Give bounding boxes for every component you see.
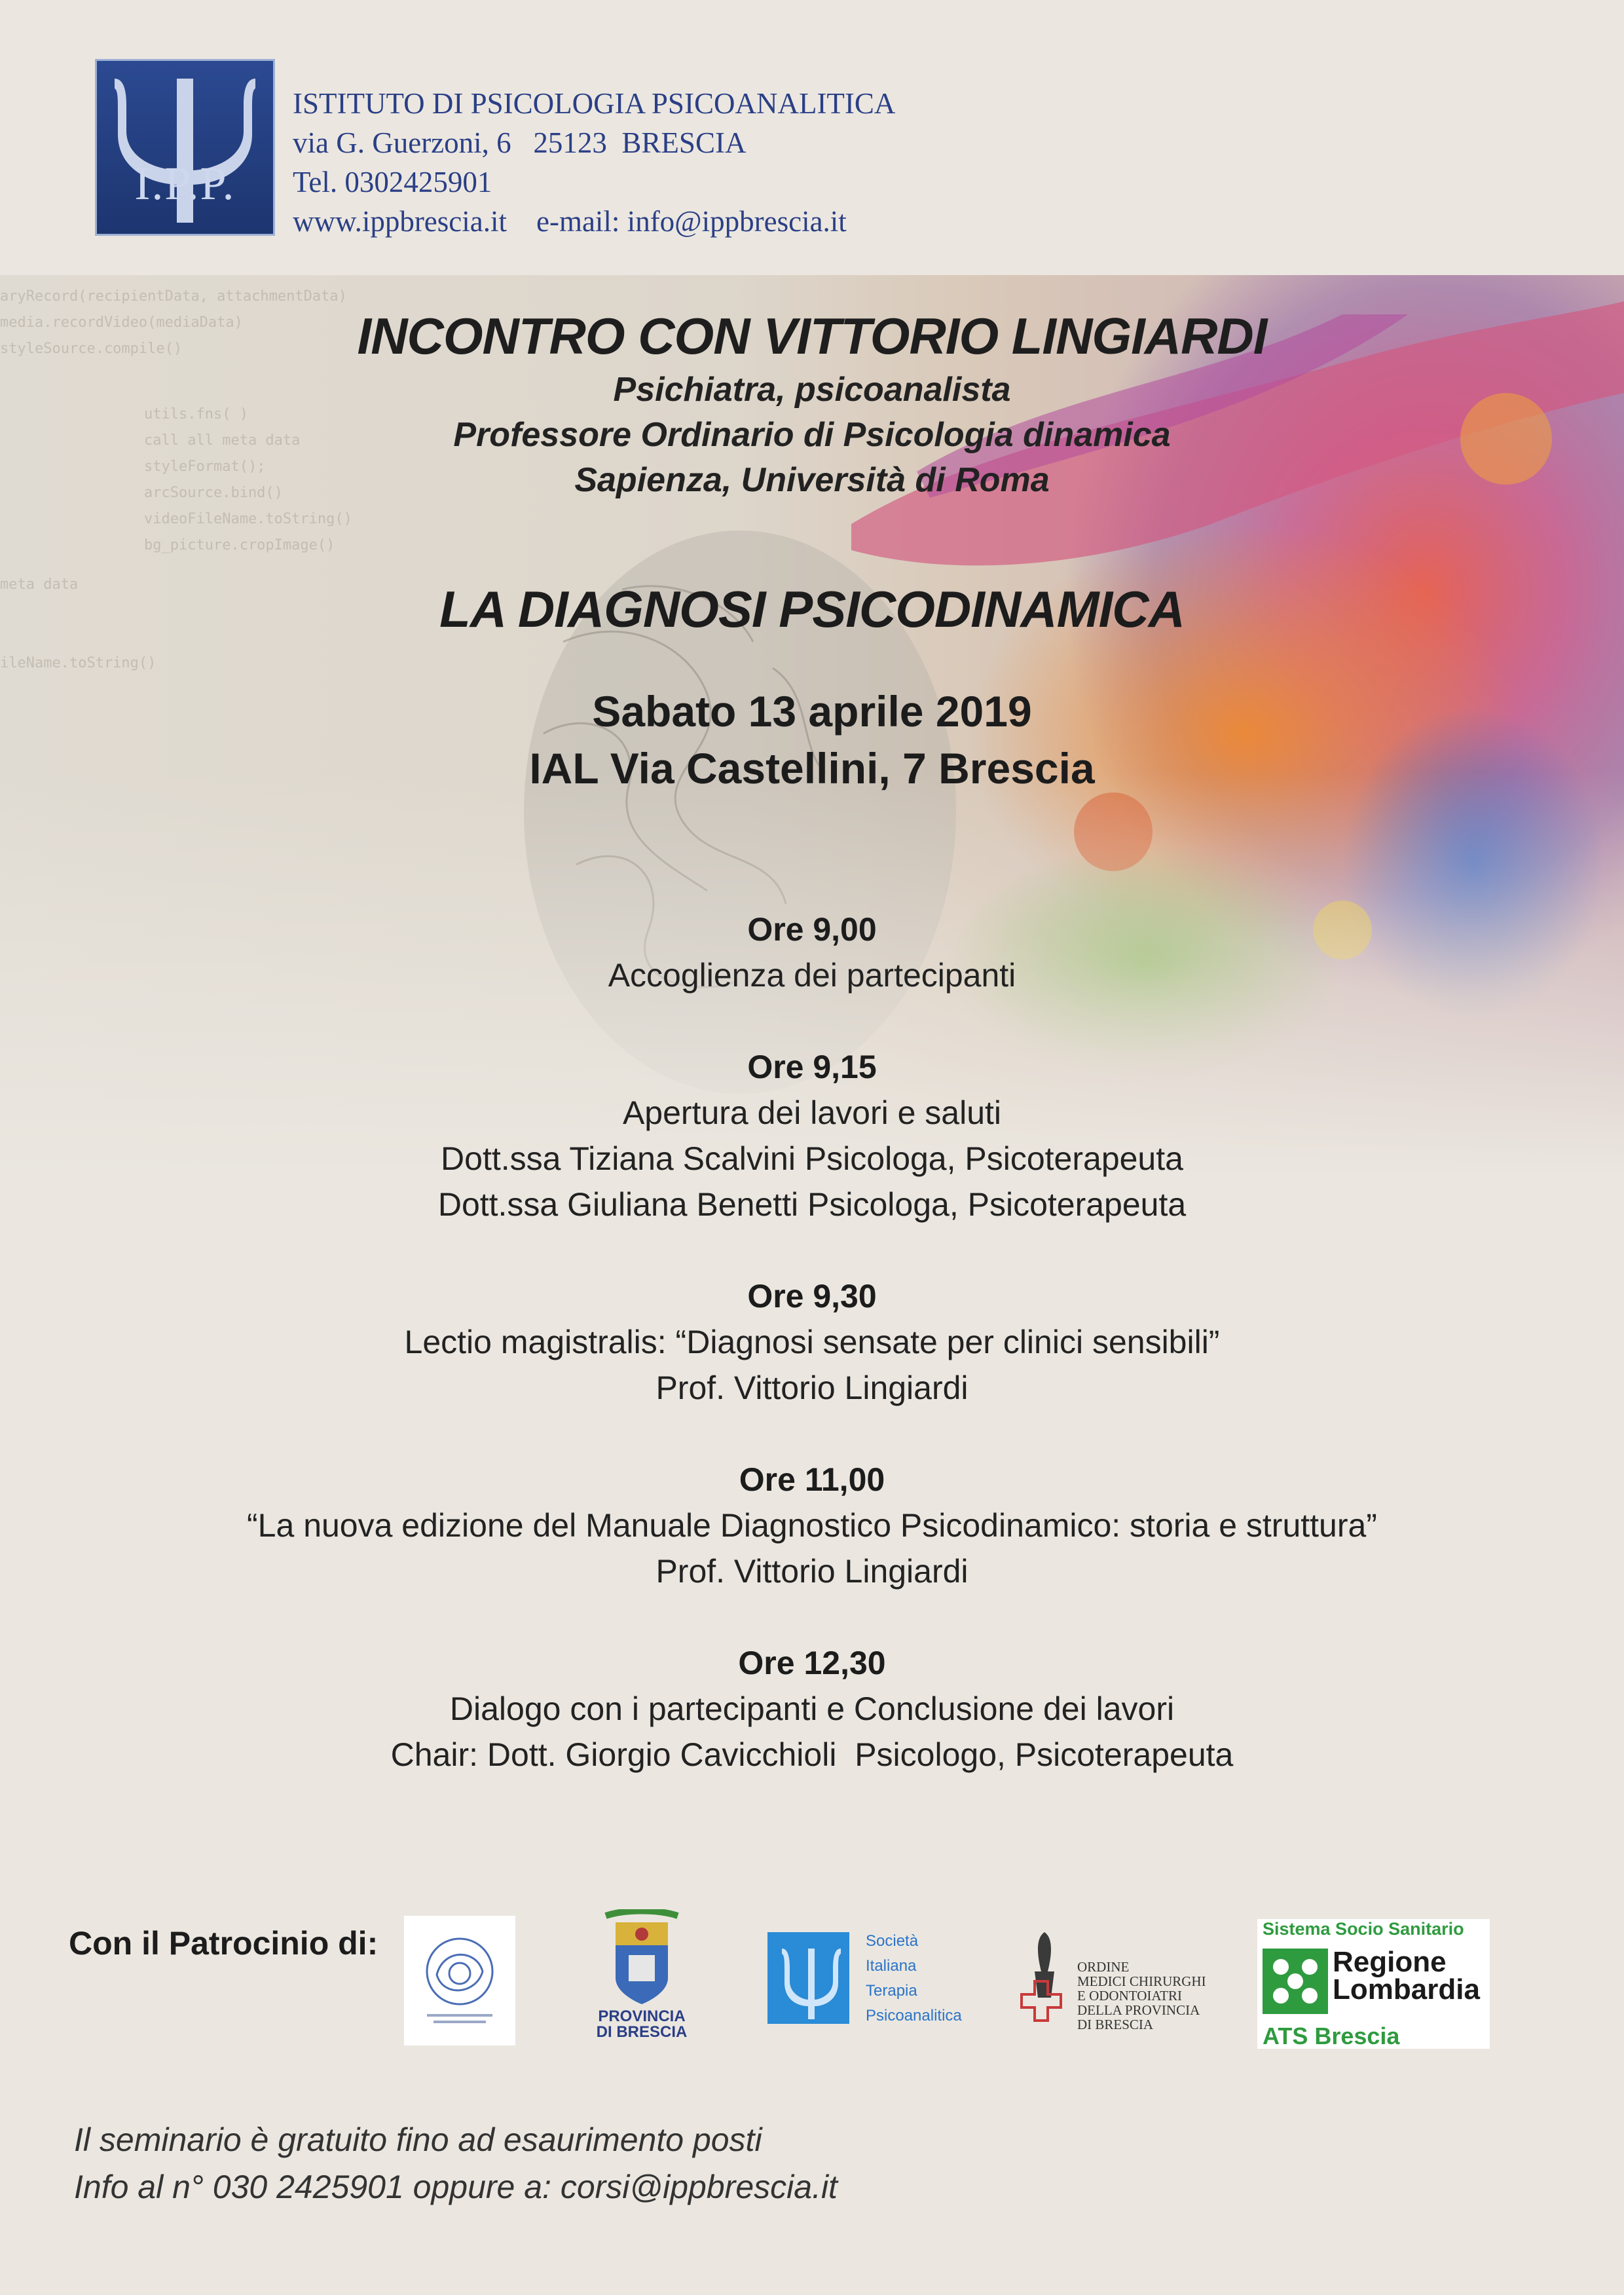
- ordine-medici-text: ORDINE MEDICI CHIRURGHI E ODONTOIATRI DELLA PROVINCIA DI BRESCIA: [1077, 1959, 1206, 2032]
- schedule-line: “La nuova edizione del Manuale Diagnostico Psicodinamico: storia e struttura”: [247, 1507, 1377, 1544]
- footer-info: Info al n° 030 2425901 oppure a: corsi@ippbrescia.it: [74, 2169, 838, 2205]
- schedule-line: Accoglienza dei partecipanti: [608, 957, 1016, 994]
- ats-line-3: ATS Brescia: [1263, 2023, 1400, 2049]
- event-title: INCONTRO CON VITTORIO LINGIARDI: [357, 307, 1267, 365]
- institute-contact: [293, 84, 895, 241]
- schedule-line: Lectio magistralis: “Diagnosi sensate per clinici sensibili”: [404, 1324, 1220, 1360]
- provincia-label: PROVINCIA DI BRESCIA: [596, 2007, 688, 2041]
- schedule-line: Dialogo con i partecipanti e Conclusione dei lavori: [449, 1690, 1175, 1727]
- schedule-time: Ore 9,00: [747, 911, 877, 948]
- institute-name: ISTITUTO DI PSICOLOGIA PSICOANALITICA: [293, 87, 896, 120]
- event-place: IAL Via Castellini, 7 Brescia: [529, 744, 1095, 793]
- logo-letters: I.P.P.: [134, 157, 236, 210]
- event-date: Sabato 13 aprile 2019: [592, 687, 1032, 736]
- schedule-line: Prof. Vittorio Lingiardi: [655, 1370, 969, 1406]
- lombardia-rose-icon: [1263, 1949, 1328, 2014]
- ordine-psicologi-logo: [404, 1916, 515, 2045]
- patronage-label: Con il Patrocinio di:: [69, 1925, 378, 1962]
- speaker-role-3: Sapienza, Università di Roma: [574, 461, 1050, 499]
- institute-phone: Tel. 0302425901: [293, 166, 492, 198]
- footer-free-seminar: Il seminario è gratuito fino ad esaurimento posti: [74, 2121, 762, 2158]
- institute-address: via G. Guerzoni, 6 25123 BRESCIA: [293, 126, 747, 159]
- sitpa-logo: [767, 1929, 984, 2034]
- sitpa-text: Società Italiana Terapia Psicoanalitica: [866, 1932, 962, 2024]
- schedule-time: Ore 9,15: [747, 1049, 877, 1085]
- schedule-line: Prof. Vittorio Lingiardi: [655, 1553, 969, 1590]
- speaker-role-2: Professore Ordinario di Psicologia dinamica: [453, 416, 1171, 454]
- ats-line-2: Regione Lombardia: [1333, 1946, 1480, 2006]
- ats-line-1: Sistema Socio Sanitario: [1263, 1919, 1464, 1939]
- ats-brescia-logo: [1257, 1919, 1490, 2049]
- schedule-time: Ore 12,30: [738, 1645, 886, 1681]
- ipp-logo: [95, 59, 275, 236]
- speaker-role-1: Psichiatra, psicoanalista: [613, 371, 1011, 409]
- schedule-line: Chair: Dott. Giorgio Cavicchioli Psicologo, Psicoterapeuta: [390, 1736, 1234, 1773]
- institute-web-email[interactable]: www.ippbrescia.it e-mail: info@ippbrescia.it: [293, 205, 847, 238]
- schedule-line: Apertura dei lavori e saluti: [622, 1094, 1002, 1131]
- brain-artwork: aryRecord(recipientData, attachmentData) media.recordVideo(mediaData) styleSource.compile() utils.fns( ) call all meta data styleFormat(); arcSource.bind() videoFileName.toString() bg_picture.cropImage() meta data ileName.toString(): [0, 275, 1624, 1179]
- schedule-line: Dott.ssa Giuliana Benetti Psicologa, Psicoterapeuta: [437, 1186, 1187, 1223]
- schedule-time: Ore 9,30: [747, 1278, 877, 1315]
- provincia-brescia-logo: [593, 1909, 691, 2050]
- schedule-time: Ore 11,00: [739, 1461, 885, 1498]
- event-topic: LA DIAGNOSI PSICODINAMICA: [439, 580, 1185, 638]
- ordine-medici-logo: [1015, 1932, 1225, 2040]
- schedule-line: Dott.ssa Tiziana Scalvini Psicologa, Psicoterapeuta: [441, 1140, 1183, 1177]
